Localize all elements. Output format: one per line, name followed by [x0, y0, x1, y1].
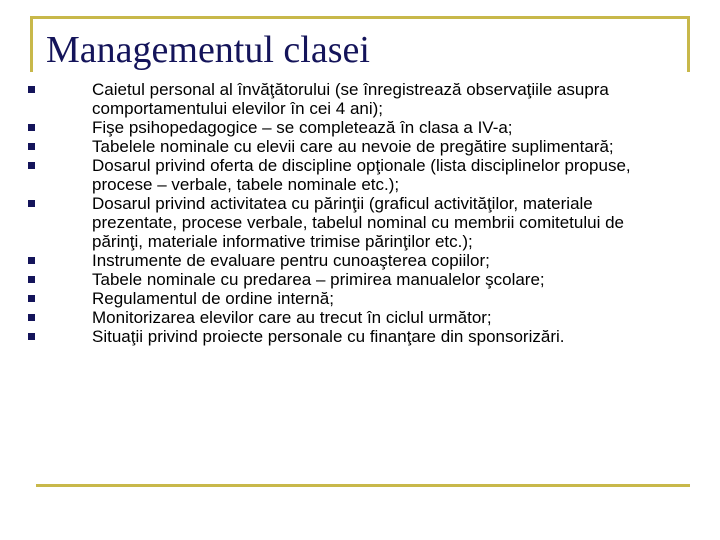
list-item	[28, 118, 678, 137]
list-item-text: Fişe psihopedagogice – se completează în clasa a IV-a;	[92, 118, 513, 137]
square-bullet-icon	[28, 143, 35, 150]
list-item	[28, 327, 678, 346]
square-bullet-icon	[28, 162, 35, 169]
list-item	[28, 194, 678, 251]
list-item	[28, 289, 678, 308]
list-item-text: Tabele nominale cu predarea – primirea manualelor şcolare;	[92, 270, 545, 289]
list-item	[28, 308, 678, 327]
frame-bottom-line	[36, 484, 690, 487]
list-item	[28, 137, 678, 156]
list-item	[28, 270, 678, 289]
square-bullet-icon	[28, 86, 35, 93]
list-item-text: Regulamentul de ordine internă;	[92, 289, 334, 308]
square-bullet-icon	[28, 333, 35, 340]
list-item	[28, 80, 678, 118]
square-bullet-icon	[28, 200, 35, 207]
square-bullet-icon	[28, 276, 35, 283]
list-item-text: Dosarul privind oferta de discipline opţionale (lista disciplinelor propuse, procese – verbale, tabele nominale etc.);	[92, 156, 631, 194]
frame-right-line	[687, 16, 690, 72]
frame-left-line	[30, 16, 33, 72]
list-item	[28, 251, 678, 270]
list-item-text: Caietul personal al învăţătorului (se înregistrează observaţiile asupra comportamentului elevilor în cei 4 ani);	[92, 80, 609, 118]
list-item-text: Instrumente de evaluare pentru cunoaşterea copiilor;	[92, 251, 490, 270]
frame-top-line	[30, 16, 690, 19]
slide-title: Managementul clasei	[46, 29, 370, 71]
square-bullet-icon	[28, 314, 35, 321]
list-item-text: Monitorizarea elevilor care au trecut în ciclul următor;	[92, 308, 492, 327]
list-item-text: Situaţii privind proiecte personale cu finanţare din sponsorizări.	[92, 327, 565, 346]
list-item-text: Tabelele nominale cu elevii care au nevoie de pregătire suplimentară;	[92, 137, 614, 156]
list-item	[28, 156, 678, 194]
list-item-text: Dosarul privind activitatea cu părinţii (graficul activităţilor, materiale prezentate, procese verbale, tabelul nominal cu membrii comitetului de părinţi, materiale informative trimise părinţilor etc.);	[92, 194, 624, 251]
square-bullet-icon	[28, 124, 35, 131]
square-bullet-icon	[28, 257, 35, 264]
bullet-list	[28, 80, 678, 346]
square-bullet-icon	[28, 295, 35, 302]
